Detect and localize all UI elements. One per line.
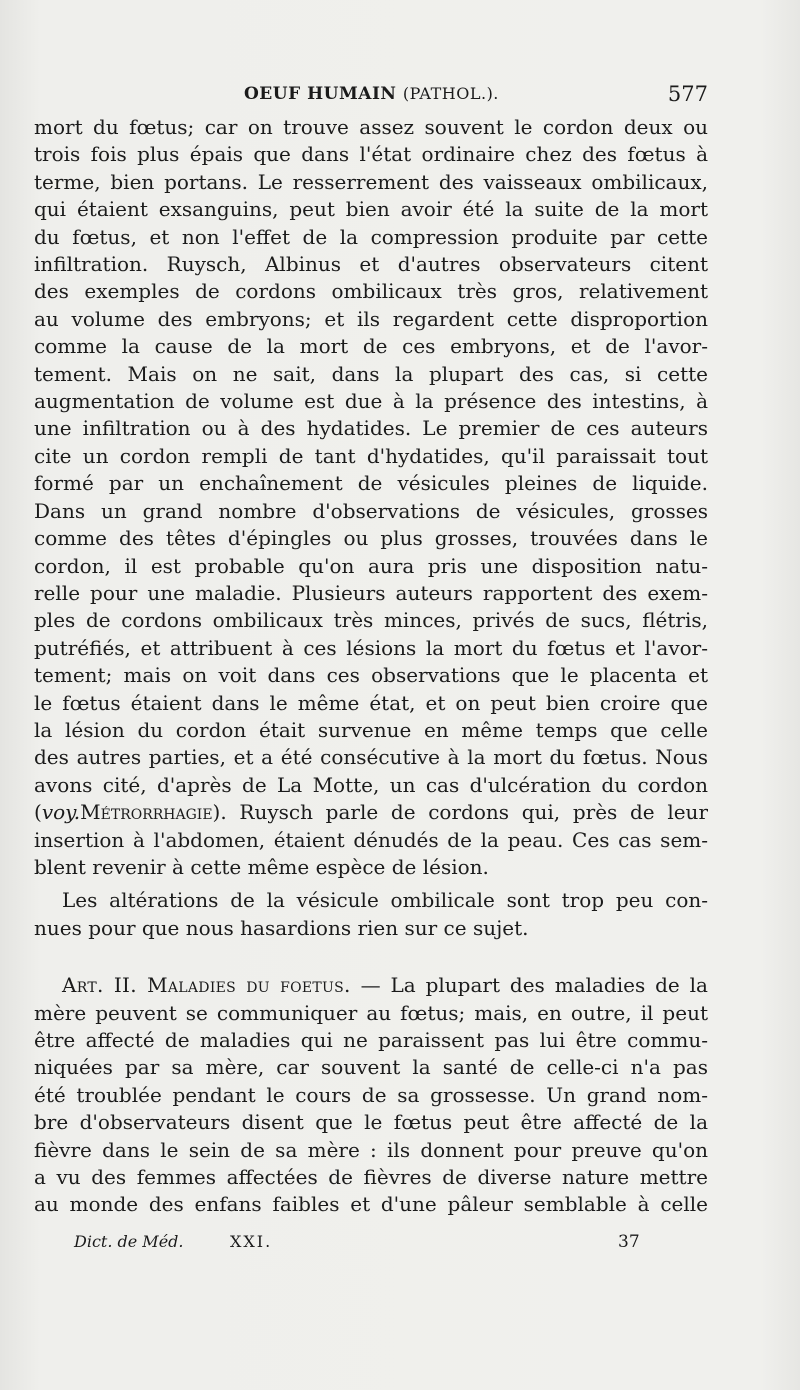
text-line: nues pour que nous hasardions rien sur ce sujet. [34, 915, 529, 940]
running-head-subtitle: (PATHOL.). [402, 84, 499, 103]
text-line: au monde des enfans faibles et d'une pâleur semblable à celle [34, 1192, 708, 1217]
text-line: a vu des femmes affectées de fièvres de diverse nature mettre [34, 1165, 708, 1190]
paragraph-umbilical-cord [34, 114, 708, 881]
article-first-line [34, 972, 708, 999]
text-line: insertion à l'abdomen, étaient dénudés de la peau. Ces cas sem- [34, 827, 708, 852]
text-line: être affecté de maladies qui ne paraissent pas lui être commu- [34, 1028, 708, 1052]
text-line: Dans un grand nombre d'observations de vésicules, grosses [34, 498, 708, 523]
text-line: mort du fœtus; car on trouve assez souvent le cordon deux ou [34, 115, 708, 139]
xref-term: Métrorrhagie [80, 800, 213, 825]
text-line: cordon, il est probable qu'on aura pris une disposition natu- [34, 553, 708, 578]
text-line: la lésion du cordon était survenue en même temps que celle [34, 717, 708, 742]
text-line: été troublée pendant le cours de sa grossesse. Un grand nom- [34, 1082, 708, 1107]
text-line: du fœtus, et non l'effet de la compression produite par cette [34, 224, 708, 249]
footer-volume: XXI. [230, 1232, 273, 1251]
text-line: une infiltration ou à des hydatides. Le premier de ces auteurs [34, 416, 708, 441]
article-maladies-du-foetus [34, 972, 708, 1219]
section-gap [34, 942, 708, 972]
paragraph-umbilical-vesicle [34, 887, 708, 942]
text-line: avons cité, d'après de La Motte, un cas d'ulcération du cordon [34, 772, 708, 797]
text-line: bre d'observateurs disent que le fœtus peut être affecté de la [34, 1110, 708, 1135]
running-head [34, 82, 708, 112]
text-line: des autres parties, et a été consécutive à la mort du fœtus. Nous [34, 745, 708, 770]
article-heading: Art. II. Maladies du foetus. [62, 973, 351, 998]
text-line: le fœtus étaient dans le même état, et on peut bien croire que [34, 690, 708, 715]
footer-source: Dict. de Méd. [74, 1232, 184, 1251]
text-line: putréfiés, et attribuent à ces lésions la mort du fœtus et l'avor- [34, 635, 708, 660]
body-text [34, 114, 708, 1219]
article-first-line-rest: — La plupart des maladies de la [350, 973, 708, 998]
xref-voy: voy. [41, 800, 81, 825]
text-line: trois fois plus épais que dans l'état ordinaire chez des fœtus à [34, 142, 708, 167]
text-line: formé par un enchaînement de vésicules pleines de liquide. [34, 471, 708, 496]
text-line: augmentation de volume est due à la présence des intestins, à [34, 389, 708, 414]
text-line: Les altérations de la vésicule ombilicale sont trop peu con- [62, 888, 708, 913]
xref-rest: ). Ruysch parle de cordons qui, près de leur [212, 800, 708, 825]
text-line: des exemples de cordons ombilicaux très gros, relativement [34, 279, 708, 304]
text-line: au volume des embryons; et ils regardent cette disproportion [34, 306, 708, 331]
xref-open: ( [34, 800, 42, 825]
text-line: tement. Mais on ne sait, dans la plupart des cas, si cette [34, 361, 708, 386]
text-line: relle pour une maladie. Plusieurs auteurs rapportent des exem- [34, 580, 708, 605]
page-number: 577 [667, 82, 708, 106]
text-line: comme des têtes d'épingles ou plus grosses, trouvées dans le [34, 526, 708, 551]
text-line: mère peuvent se communiquer au fœtus; mais, en outre, il peut [34, 1000, 708, 1025]
text-line: cite un cordon rempli de tant d'hydatides, qu'il paraissait tout [34, 443, 708, 468]
text-line: fièvre dans le sein de sa mère : ils donnent pour preuve qu'on [34, 1137, 708, 1162]
text-line: ples de cordons ombilicaux très minces, privés de sucs, flétris, [34, 608, 708, 633]
text-line: niquées par sa mère, car souvent la santé de celle-ci n'a pas [34, 1055, 708, 1080]
text-line: infiltration. Ruysch, Albinus et d'autres observateurs citent [34, 252, 708, 277]
page-footer [74, 1232, 674, 1260]
text-line: tement; mais on voit dans ces observations que le placenta et [34, 663, 708, 688]
text-line: comme la cause de la mort de ces embryons, et de l'avor- [34, 334, 708, 359]
cross-reference-line [34, 799, 708, 826]
running-head-title-text: OEUF HUMAIN [244, 84, 397, 104]
text-line: blent revenir à cette même espèce de lésion. [34, 854, 489, 879]
text-line: terme, bien portans. Le resserrement des vaisseaux ombilicaux, [34, 169, 708, 194]
text-line: qui étaient exsanguins, peut bien avoir été la suite de la mort [34, 197, 708, 222]
footer-signature: 37 [618, 1232, 640, 1252]
running-head-title [244, 84, 499, 104]
